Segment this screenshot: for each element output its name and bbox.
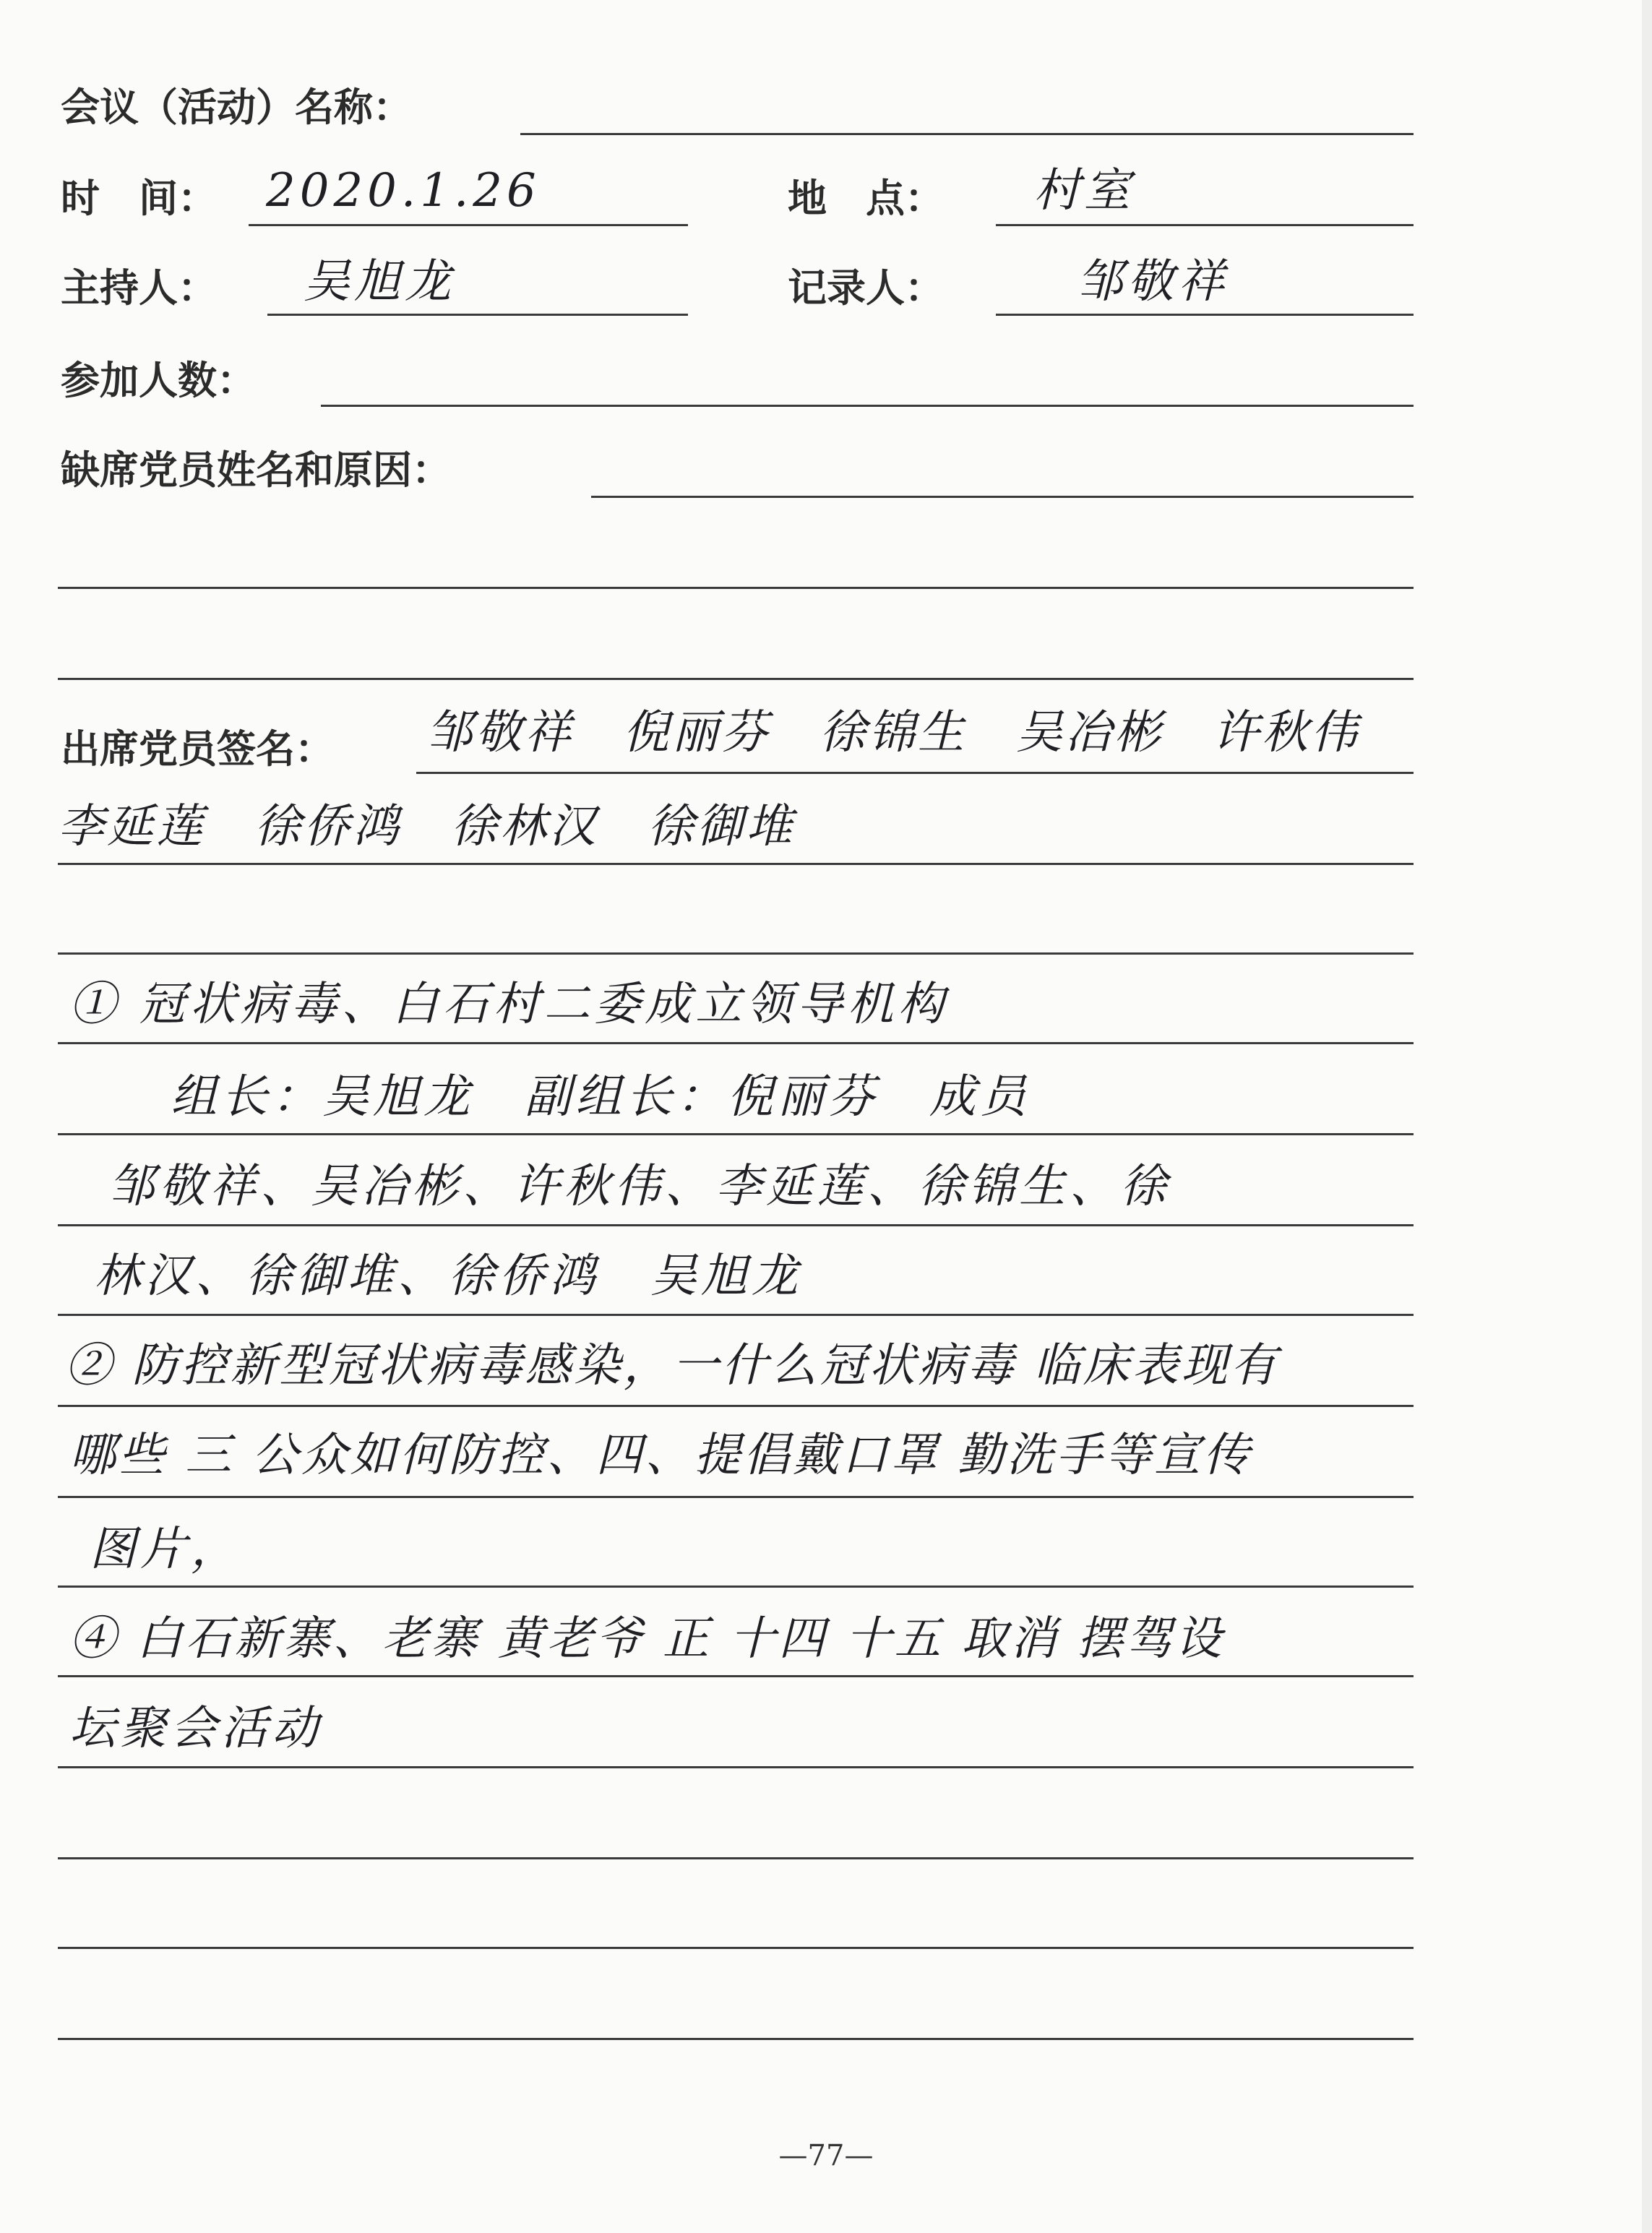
ruled-line-1 (58, 952, 1414, 955)
signatures-label: 出席党员签名： (61, 726, 334, 772)
meeting-name-line (520, 133, 1414, 135)
note-line-8: ④ 白石新寨、老寨 黄老爷 正 十四 十五 取消 摆驾设 (69, 1612, 1225, 1666)
note-line-9: 坛聚会活动 (69, 1702, 322, 1755)
host-line (267, 314, 688, 316)
absent-label: 缺席党员姓名和原因： (61, 447, 451, 493)
place-line (996, 224, 1414, 226)
ruled-line-13 (58, 2038, 1414, 2040)
recorder-line (996, 314, 1414, 316)
signatures-line-1: 邹敬祥 倪丽芬 徐锦生 吴冶彬 许秋伟 (426, 706, 1360, 760)
signature-line-1 (416, 772, 1414, 774)
absent-line-2 (58, 587, 1414, 589)
recorder-value: 邹敬祥 (1077, 255, 1229, 309)
host-label: 主持人： (61, 265, 217, 311)
ruled-line-4 (58, 1224, 1414, 1226)
place-label: 地 点： (788, 176, 944, 221)
participants-line (321, 405, 1414, 407)
ruled-line-10 (58, 1766, 1414, 1768)
ruled-line-5 (58, 1314, 1414, 1316)
ruled-line-7 (58, 1496, 1414, 1498)
note-line-1: ① 冠状病毒、白石村二委成立领导机构 (69, 978, 949, 1031)
ruled-line-8 (58, 1586, 1414, 1588)
ruled-line-11 (58, 1857, 1414, 1859)
note-line-3: 邹敬祥、吴冶彬、许秋伟、李延莲、徐锦生、徐 (108, 1160, 1171, 1213)
recorder-label: 记录人： (788, 265, 944, 311)
time-label: 时 间： (61, 176, 217, 221)
ruled-line-6 (58, 1405, 1414, 1407)
participants-label: 参加人数： (61, 358, 256, 403)
ruled-line-2 (58, 1042, 1414, 1044)
note-line-6: 哪些 三 公众如何防控、四、提倡戴口罩 勤洗手等宣传 (69, 1429, 1253, 1482)
host-value: 吴旭龙 (304, 255, 455, 309)
ruled-line-3 (58, 1133, 1414, 1135)
page-edge-shadow (1642, 0, 1652, 2233)
time-value: 2020.1.26 (266, 164, 541, 218)
signatures-line-2: 李延莲 徐侨鸿 徐林汉 徐御堆 (58, 800, 795, 853)
page-number: —77— (778, 2139, 874, 2172)
ruled-line-12 (58, 1947, 1414, 1949)
absent-line-1 (591, 496, 1414, 498)
note-line-2: 组长：吴旭龙 副组长：倪丽芬 成员 (171, 1070, 1031, 1124)
meeting-name-label: 会议（活动）名称： (61, 85, 412, 130)
absent-line-3 (58, 678, 1414, 680)
note-line-4: 林汉、徐御堆、徐侨鸿 吴旭龙 (94, 1249, 802, 1303)
ruled-line-9 (58, 1675, 1414, 1677)
place-value: 村室 (1033, 164, 1135, 218)
signature-line-2 (58, 863, 1414, 865)
note-line-5: ② 防控新型冠状病毒感染，一什么冠状病毒 临床表现有 (65, 1339, 1280, 1393)
time-line (249, 224, 688, 226)
note-line-7: 图片， (90, 1523, 241, 1576)
